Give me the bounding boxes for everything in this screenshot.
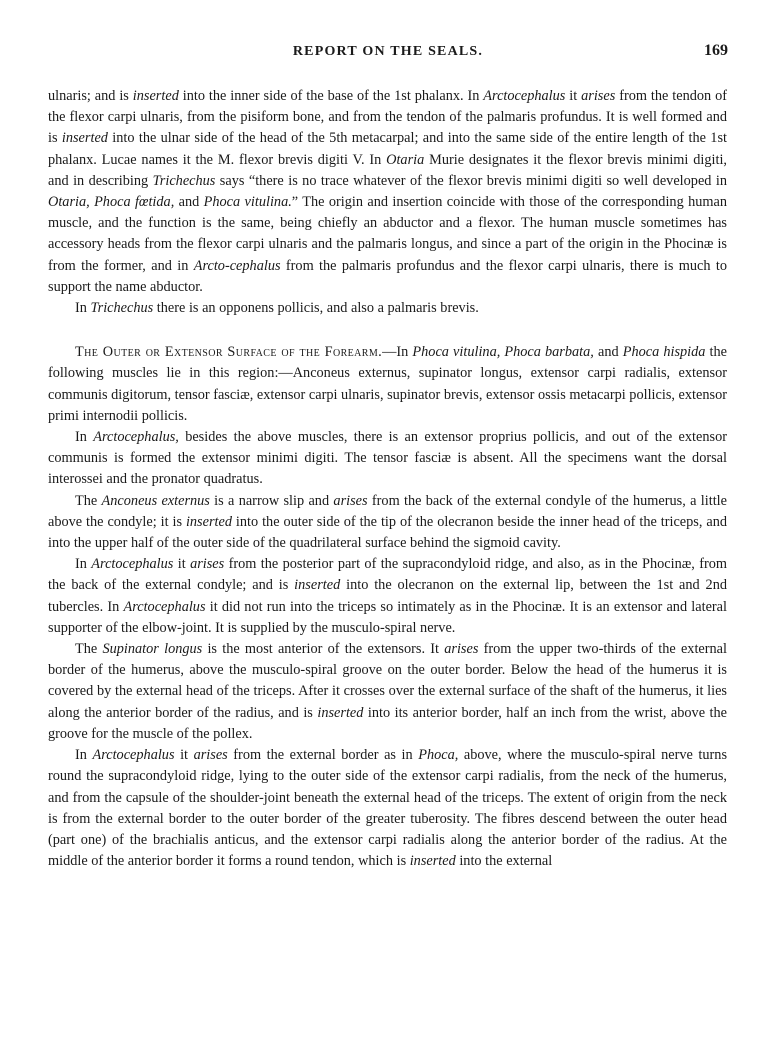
italic-term: Arctocephalus <box>483 88 566 104</box>
italic-term: Phoca vitulina, Phoca barbata, <box>412 344 594 361</box>
italic-term: arises <box>190 556 225 573</box>
text-run: into the ulnar side of the head of the 5th metacarpal; and into the same side of the entire length of the 1st phalanx. Lucae names it the M. flexor brevis digiti V. In <box>48 130 727 168</box>
paragraph-7 <box>48 639 727 745</box>
italic-term: Arctocephalus <box>123 598 206 615</box>
text-run: into its anterior border, half an inch from the wrist, above the groove for the muscle of the pollex. <box>48 704 727 742</box>
text-run: into the outer side of the tip of the olecranon beside the inner head of the triceps, and into the upper half of the outer side of the quadrilateral surface behind the sigmoid cavity. <box>48 513 727 552</box>
running-title: REPORT ON THE SEALS. <box>292 44 484 59</box>
italic-term: Arcto-cephalus <box>193 257 281 274</box>
italic-term: Phoca, <box>418 747 459 764</box>
italic-term: arises <box>333 492 368 509</box>
text-run: ulnaris; and is <box>48 88 133 104</box>
italic-term: arises <box>444 641 479 658</box>
text-run: from the upper two-thirds of the external border of the humerus, above the musculo-spiral groove on the outer border. Below the head of the humerus it is covered by the external head of the triceps. After it crosses over the external surface of the shaft of the humerus, it lies along the anterior border of the radius, and is <box>48 641 727 721</box>
text-run: The <box>75 492 102 509</box>
paragraph-8 <box>48 745 727 872</box>
italic-term: Arctocephalus, <box>93 429 179 446</box>
italic-term: inserted <box>409 853 456 870</box>
italic-term: inserted <box>61 130 108 147</box>
text-run: it did not run into the triceps so intimately as in the Phocinæ. It is an extensor and lateral supporter of the elbow-joint. It is supplied by the musculo-spiral nerve. <box>48 598 727 636</box>
italic-term: arises <box>581 88 616 104</box>
text-run: the following muscles lie in this region:—Anconeus externus, supinator longus, extensor carpi radialis, extensor communis digitorum, tensor fasciæ, extensor carpi ulnaris, supinator brevis, extensor ossis metacarpi pollicis, extensor primi internodii pollicis. <box>48 344 728 424</box>
text-run: —In <box>382 344 413 361</box>
text-run: besides the above muscles, there is an extensor proprius pollicis, and out of the extensor communis is formed the extensor minimi digiti. The tensor fasciæ is absent. All the specimens want the dorsal interossei and the pronator quadratus. <box>48 429 727 488</box>
italic-term: Phoca vitulina. <box>203 194 292 211</box>
text-run: from the posterior part of the supracondyloid ridge, and also, as in the Phocinæ, from the back of the external condyle; and is <box>48 556 728 594</box>
italic-term: Supinator longus <box>102 641 203 658</box>
text-run: In <box>75 300 91 317</box>
text-run: into the external <box>455 853 553 870</box>
text-run: and <box>593 344 623 361</box>
paragraph-3 <box>48 342 727 427</box>
text-run: is the most anterior of the extensors. It <box>202 641 445 658</box>
text-run: from the tendon of the flexor carpi ulnaris, from the pisiform bone, and from the tendon of the palmaris profundus. It is well formed and is <box>48 88 727 147</box>
text-run: The <box>75 641 103 658</box>
paragraph-1 <box>48 86 727 298</box>
italic-term: inserted <box>132 88 179 104</box>
paragraph-5 <box>48 491 727 555</box>
italic-term: inserted <box>294 577 341 594</box>
text-run: In <box>75 556 92 573</box>
text-run: from the palmaris profundus and the flexor carpi ulnaris, there is much to support the name abductor. <box>48 257 727 295</box>
body-text <box>48 86 727 872</box>
text-run: is a narrow slip and <box>209 492 334 509</box>
italic-term: Arctocephalus <box>92 747 175 764</box>
text-run: In <box>75 429 94 446</box>
page-number: 169 <box>704 42 728 59</box>
paragraph-4 <box>48 427 727 491</box>
text-run: says “there is no trace whatever of the flexor brevis minimi digiti so well developed in <box>215 172 727 189</box>
text-run: and <box>174 194 204 211</box>
italic-term: inserted <box>317 704 364 721</box>
text-run: In <box>75 747 93 764</box>
section-heading: The Outer or Extensor Surface of the Forearm. <box>75 344 383 361</box>
running-header <box>48 44 728 64</box>
italic-term: Otaria, Phoca fœtida, <box>48 194 175 211</box>
text-run: into the inner side of the base of the 1st phalanx. In <box>178 88 484 104</box>
text-run: above, where the musculo-spiral nerve turns round the supracondyloid ridge, lying to the outer side of the extensor carpi radialis, from the neck of the humerus, and from the capsule of the shoulder-joint beneath the external head of the triceps. The extent of origin from the neck is from the external border to the outer border of the greater tuberosity. The fibres descend between the outer head (part one) of the brachialis anticus, and the extensor carpi radialis along the anterior border of the radius. At the middle of the anterior border it forms a round tendon, which is <box>48 747 728 870</box>
italic-term: Phoca hispida <box>622 344 706 361</box>
text-run: from the external border as in <box>227 747 419 764</box>
paragraph-6 <box>48 554 727 639</box>
text-run: it <box>173 556 191 573</box>
paragraph-2 <box>48 298 727 319</box>
text-run: into the olecranon on the external lip, between the 1st and 2nd tubercles. In <box>48 577 727 615</box>
italic-term: Trichechus <box>90 300 154 317</box>
text-run: from the back of the external condyle of the humerus, a little above the condyle; it is <box>48 492 727 530</box>
italic-term: Anconeus externus <box>101 492 210 509</box>
italic-term: Otaria <box>386 151 425 168</box>
text-run: it <box>565 88 582 104</box>
text-run: Murie designates it the flexor brevis minimi digiti, and in describing <box>48 151 727 189</box>
italic-term: Arctocephalus <box>91 556 174 573</box>
text-run: it <box>174 747 194 764</box>
text-run: ” The origin and insertion coincide with those of the corresponding human muscle, and the function is the same, being chiefly an abductor and a flexor. The human muscle sometimes has accessory heads from the flexor carpi ulnaris and the palmaris longus, and since a part of the origin in the Phocinæ is from the former, and in <box>48 194 727 274</box>
italic-term: inserted <box>185 513 232 530</box>
text-run: there is an opponens pollicis, and also a palmaris brevis. <box>153 300 479 317</box>
italic-term: Trichechus <box>152 172 216 189</box>
italic-term: arises <box>193 747 228 764</box>
